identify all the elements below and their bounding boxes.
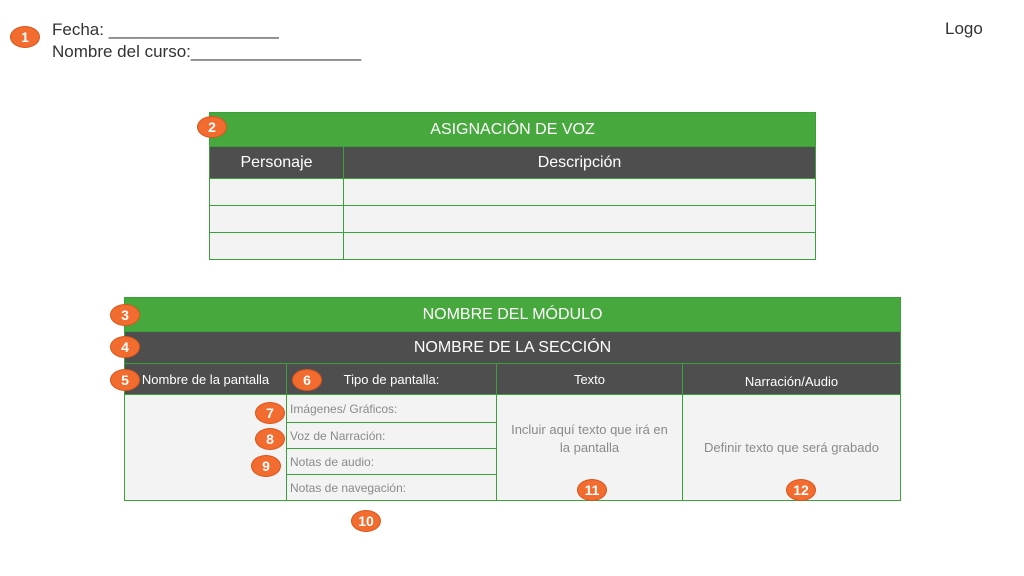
narration-placeholder-cell[interactable]: Definir texto que será grabado <box>683 395 901 501</box>
description-cell[interactable] <box>344 233 816 260</box>
badge-1: 1 <box>10 26 40 48</box>
module-title: NOMBRE DEL MÓDULO <box>125 298 901 332</box>
character-cell[interactable] <box>210 206 344 233</box>
table-row <box>210 179 816 206</box>
logo: Logo <box>945 19 983 38</box>
description-cell[interactable] <box>344 179 816 206</box>
type-nav-notes-cell[interactable]: Notas de navegación: <box>287 475 497 501</box>
text-placeholder-cell[interactable]: Incluir aquí texto que irá en la pantalla <box>497 395 683 501</box>
voice-assignment-table <box>209 112 816 260</box>
character-cell[interactable] <box>210 179 344 206</box>
badge-10: 10 <box>351 510 381 532</box>
col-screen-type: Tipo de pantalla: <box>287 364 497 395</box>
col-description: Descripción <box>344 147 816 179</box>
module-table <box>124 297 901 501</box>
badge-9: 9 <box>251 455 281 477</box>
badge-3: 3 <box>110 304 140 326</box>
col-text: Texto <box>497 364 683 395</box>
col-screen-name: Nombre de la pantalla <box>125 364 287 395</box>
badge-11: 11 <box>577 479 607 501</box>
badge-7: 7 <box>255 402 285 424</box>
badge-8: 8 <box>255 428 285 450</box>
col-narration: Narración/Audio <box>683 364 901 395</box>
badge-5: 5 <box>110 369 140 391</box>
type-audio-notes-cell[interactable]: Notas de audio: <box>287 449 497 475</box>
badge-12: 12 <box>786 479 816 501</box>
character-cell[interactable] <box>210 233 344 260</box>
section-title: NOMBRE DE LA SECCIÓN <box>125 332 901 364</box>
description-cell[interactable] <box>344 206 816 233</box>
course-name-line: Nombre del curso:__________________ <box>52 42 362 61</box>
date-line: Fecha: __________________ <box>52 20 279 39</box>
type-voice-cell[interactable]: Voz de Narración: <box>287 423 497 449</box>
voice-table-title: ASIGNACIÓN DE VOZ <box>210 113 816 147</box>
type-images-cell[interactable]: Imágenes/ Gráficos: <box>287 395 497 423</box>
table-row <box>210 233 816 260</box>
badge-4: 4 <box>110 336 140 358</box>
badge-2: 2 <box>197 116 227 138</box>
badge-6: 6 <box>292 369 322 391</box>
table-row <box>210 206 816 233</box>
col-character: Personaje <box>210 147 344 179</box>
